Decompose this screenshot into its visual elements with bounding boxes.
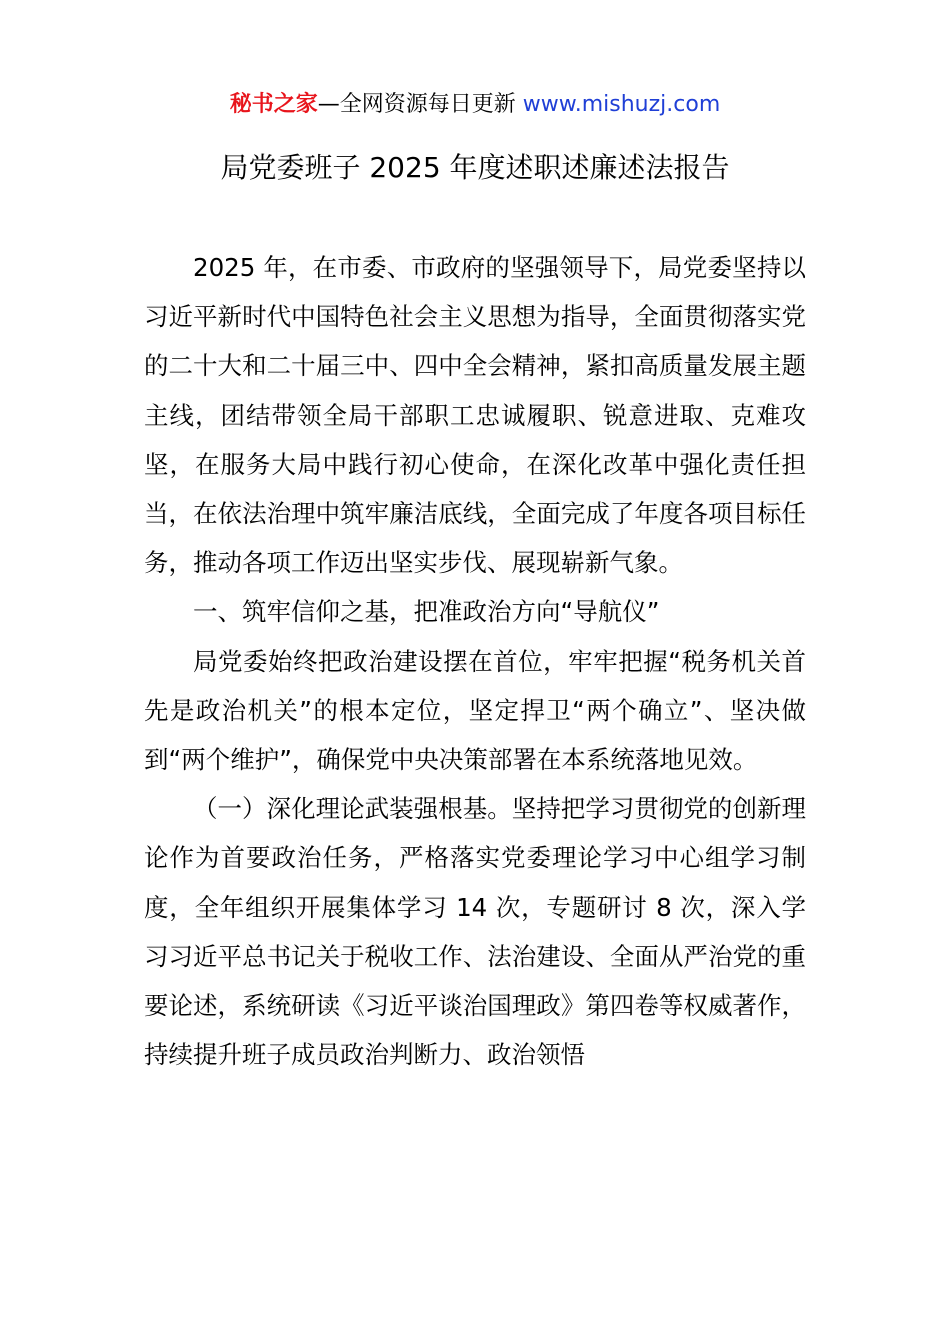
paragraph-section-1: 局党委始终把政治建设摆在首位，牢牢把握“税务机关首先是政治机关”的根本定位，坚定捍卫“两个确立”、坚决做到“两个维护”，确保党中央决策部署在本系统落地见效。: [144, 646, 806, 775]
brand-name: 秘书之家: [229, 92, 318, 117]
site-url: www.mishuzj.com: [522, 92, 721, 117]
header-slogan: —全网资源每日更新: [317, 92, 523, 117]
section-heading-1: 一、筑牢信仰之基，把准政治方向“导航仪”: [193, 597, 660, 627]
site-header: [0, 88, 950, 122]
paragraph-subsection-1: （一）深化理论武装强根基。坚持把学习贯彻党的创新理论作为首要政治任务，严格落实党委理论学习中心组学习制度，全年组织开展集体学习 14 次，专题研讨 8 次，深入学习习近平总书记关于税收工作、法治建设、全面从严治党的重要论述，系统研读《习近平谈治国理政》第四卷等权威著作，持续提升班子成员政治判断力、政治领悟: [144, 794, 806, 1070]
document-title: 局党委班子 2025 年度述职述廉述法报告: [220, 151, 730, 184]
document-body: [144, 243, 806, 1079]
paragraph-intro: 2025 年，在市委、市政府的坚强领导下，局党委坚持以习近平新时代中国特色社会主义思想为指导，全面贯彻落实党的二十大和二十届三中、四中全会精神，紧扣高质量发展主题主线，团结带领全局干部职工忠诚履职、锐意进取、克难攻坚，在服务大局中践行初心使命，在深化改革中强化责任担当，在依法治理中筑牢廉洁底线，全面完成了年度各项目标任务，推动各项工作迈出坚实步伐、展现崭新气象。: [144, 253, 806, 578]
